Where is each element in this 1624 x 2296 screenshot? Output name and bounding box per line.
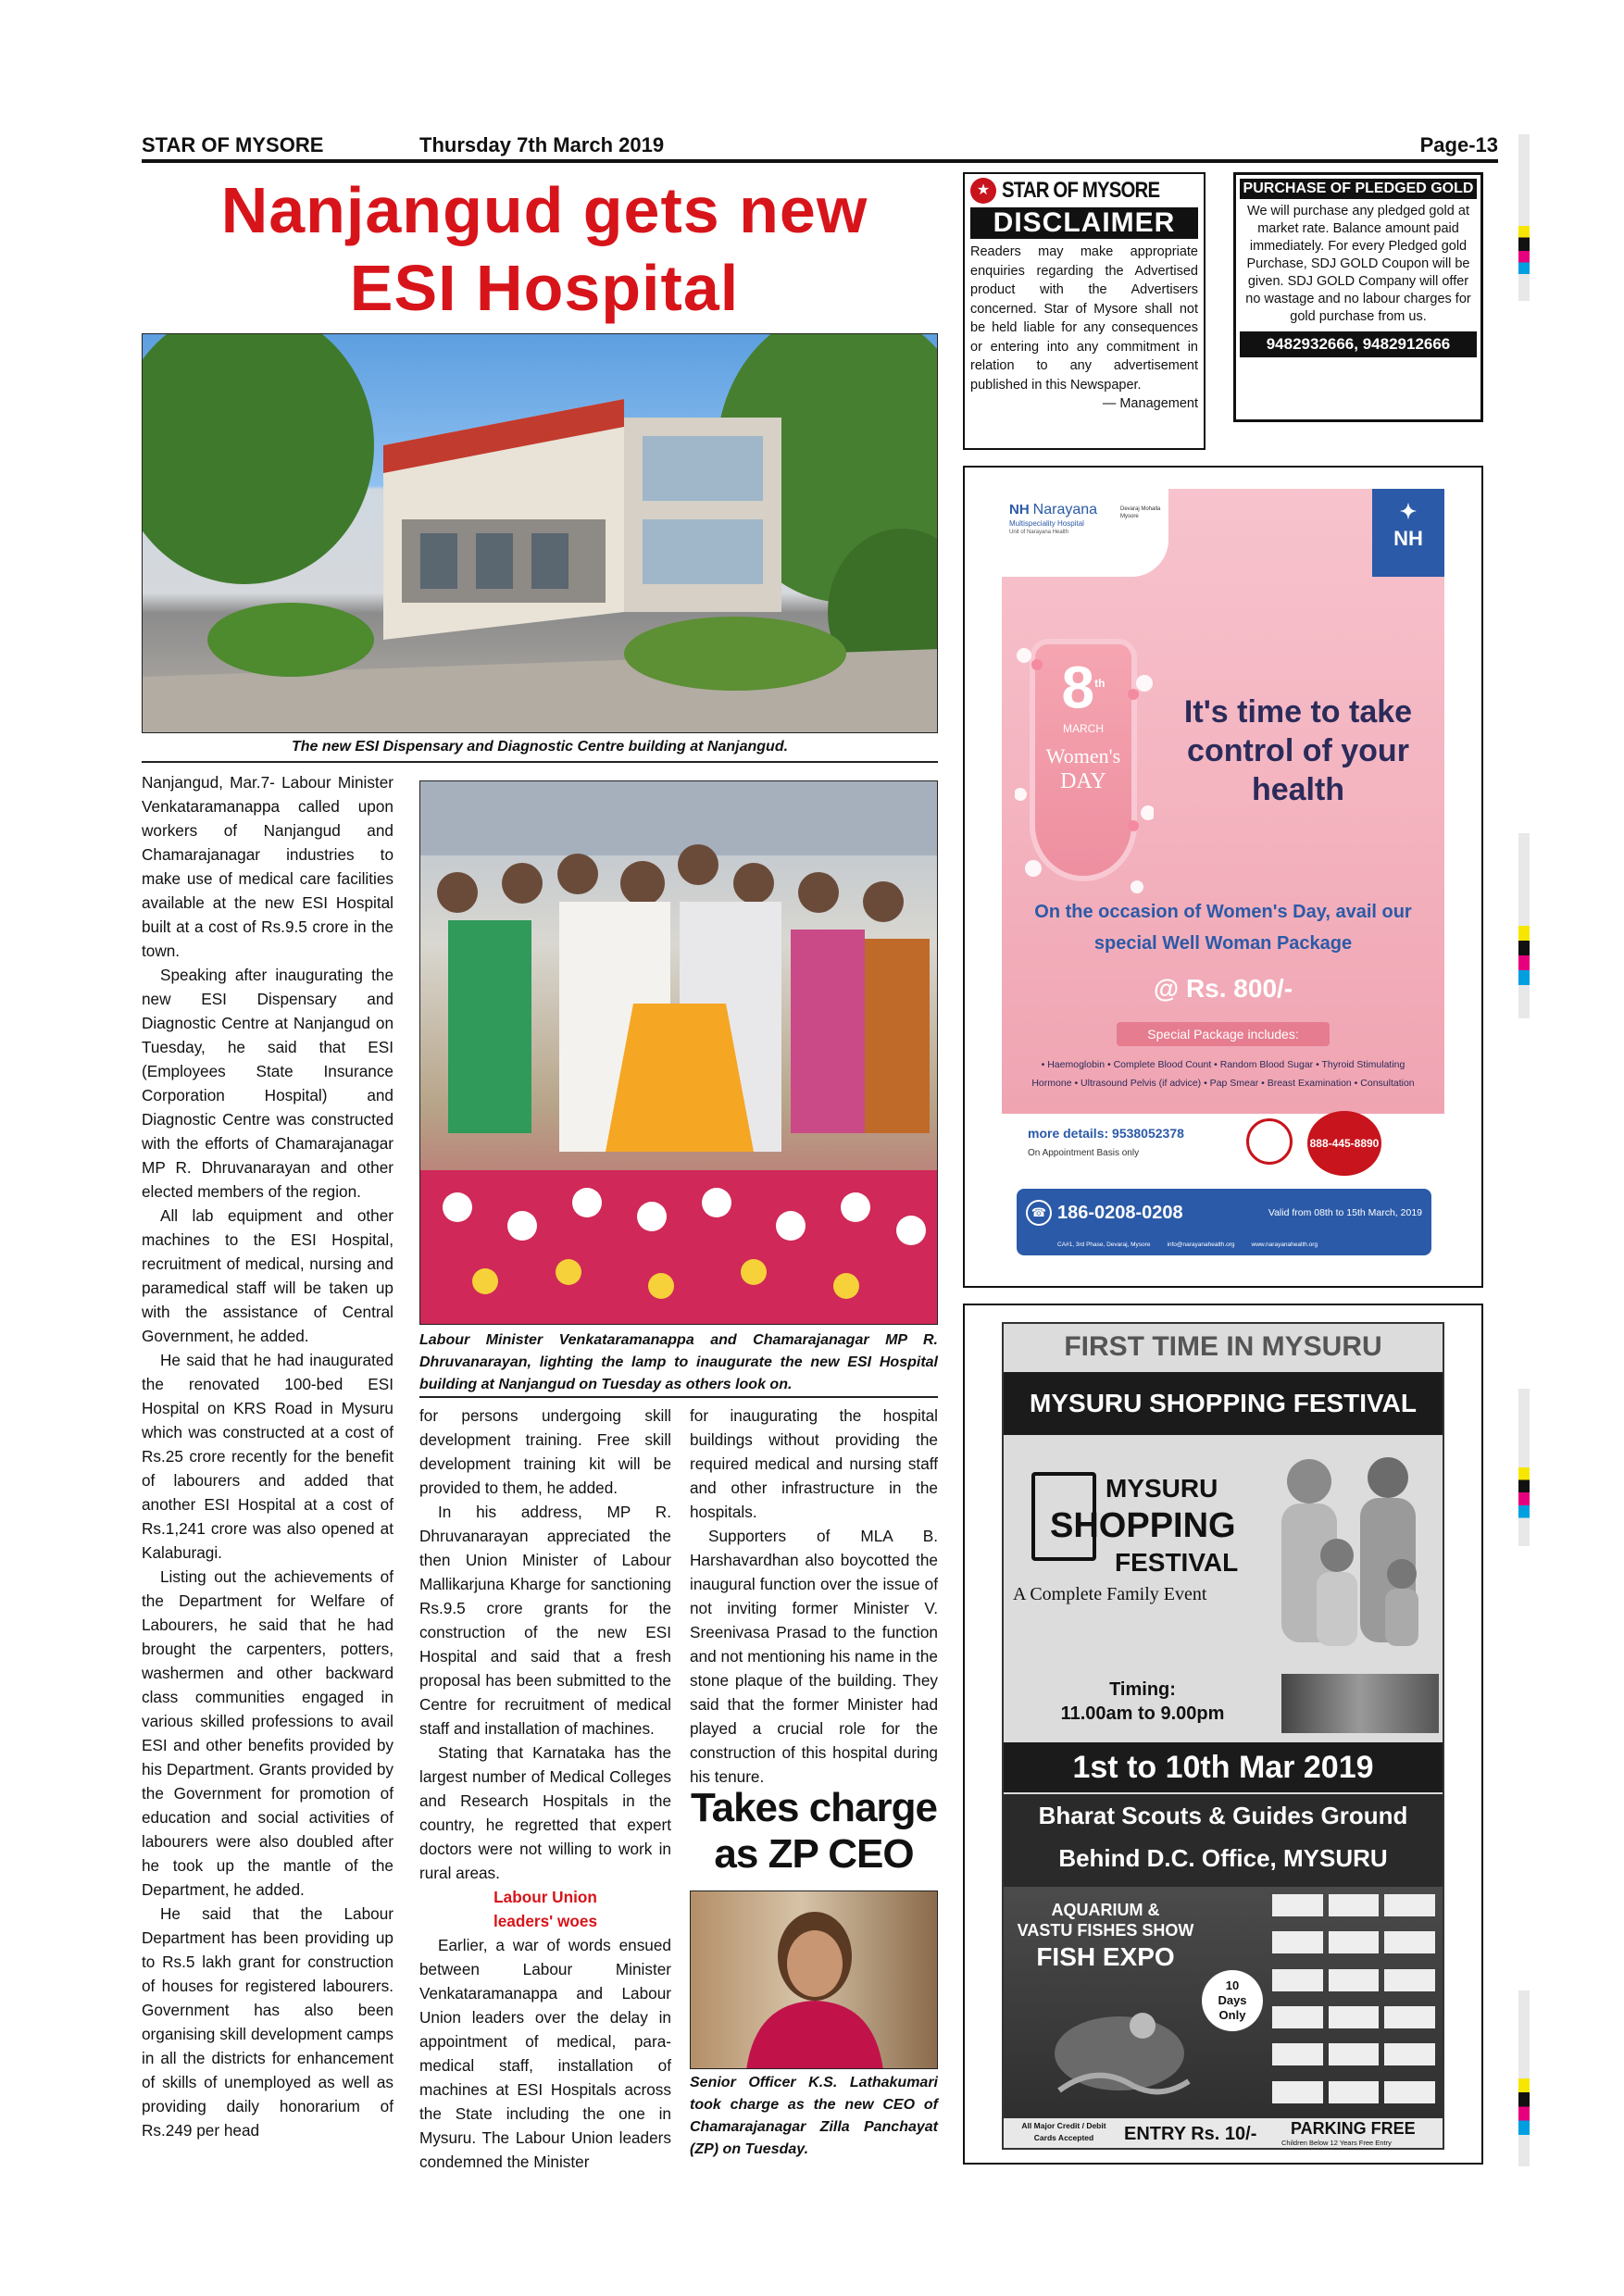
- registration-bar-lower: [1518, 1389, 1530, 1546]
- disclaimer-logo-row: [970, 178, 1198, 204]
- venue-line2: Behind D.C. Office, MYSURU: [1058, 1844, 1388, 1872]
- logo-line3: FESTIVAL: [1115, 1548, 1239, 1577]
- sponsor-logos: [1272, 1894, 1435, 2113]
- logo-line2: [1050, 1505, 1236, 1546]
- days-word: Days: [1218, 1993, 1247, 2007]
- paragraph: Earlier, a war of words ensued between Labour Minister Venkataramanappa and Labour Union leaders over the delay in appointment of medical, para-medical staff, installation of machines at ESI Hospitals across the State including the one in Mysuru. The Labour Union leaders condemned the Minister: [419, 1936, 671, 2171]
- masthead-rule: [142, 159, 1498, 163]
- lamp-lighting-illustration: [420, 781, 938, 1325]
- valid-dates: Valid from 08th to 15th March, 2019: [1268, 1207, 1422, 1218]
- cards-note: All Major Credit / Debit Cards Accepted: [1021, 2121, 1106, 2142]
- esi-building-photo: [142, 333, 938, 733]
- month-label: MARCH: [1063, 722, 1104, 736]
- lead-headline-line1: Nanjangud gets new: [220, 174, 868, 246]
- more-details: more details: 9538052378: [1028, 1126, 1184, 1141]
- lead-headline-line2: ESI Hospital: [349, 252, 740, 324]
- zp-ceo-headline: [690, 1785, 938, 1878]
- paragraph: Speaking after inaugurating the new ESI Dispensary and Diagnostic Centre at Nanjangud on Tuesday, he said that ESI (Employees State Insurance Corporation Hospital) and Diagnostic Centre was constructed with the efforts of Chamarajanagar MP R. Dhruvanarayan and other elected members of the region.: [142, 966, 394, 1201]
- day-line2: DAY: [1060, 769, 1106, 794]
- logo-line2-text: SHOPPING: [1050, 1506, 1236, 1545]
- aquarium-text: [1013, 1900, 1198, 1974]
- offer-text: [1002, 896, 1444, 959]
- story-column-3: [690, 1404, 938, 1789]
- caption-rule: [142, 761, 938, 763]
- narayana-ad-top: [1002, 489, 1444, 1114]
- disclaimer-title: DISCLAIMER: [970, 207, 1198, 239]
- festival-dates: 1st to 10th Mar 2019: [1004, 1742, 1443, 1792]
- sponsor-logo: [1329, 2043, 1380, 2065]
- package-items-line2: Hormone • Ultrasound Pelvis (if advice) • Pap Smear • Breast Examination • Consultation: [1031, 1078, 1415, 1089]
- fish-expo-panel: [1004, 1887, 1443, 2118]
- star-emblem-icon: ★: [970, 178, 996, 204]
- venue-line1: Bharat Scouts & Guides Ground: [1038, 1802, 1408, 1829]
- zp-headline-line2: as ZP CEO: [714, 1831, 914, 1877]
- family-photo: [1263, 1444, 1439, 1648]
- sponsor-logo: [1272, 2081, 1323, 2103]
- paragraph: Stating that Karnataka has the largest number of Medical Colleges and Research Hospitals in the country, he regretted that expert doctors were not willing to work in rural areas.: [419, 1743, 671, 1882]
- entry-fee: ENTRY Rs. 10/-: [1124, 2124, 1257, 2144]
- accreditation-badge-icon: [1246, 1118, 1293, 1165]
- masthead: [142, 131, 1498, 163]
- sponsor-logo: [1329, 1894, 1380, 1916]
- subhead: [419, 1885, 671, 1933]
- sponsor-logo: [1329, 2006, 1380, 2028]
- paragraph: for inaugurating the hospital buildings without providing the required medical and nursing staff and other infrastructure in the hospitals.: [690, 1406, 938, 1521]
- ad-footer: [1057, 1241, 1318, 1250]
- offer-line2: special Well Woman Package: [1093, 933, 1353, 954]
- sponsor-logo: [1272, 1969, 1323, 1991]
- disclaimer-logo: STAR OF MYSORE: [1002, 178, 1160, 203]
- lathakumari-photo: [690, 1890, 938, 2069]
- sponsor-logo: [1272, 2043, 1323, 2065]
- paper-name: STAR OF MYSORE: [142, 133, 324, 156]
- sponsor-logo: [1384, 2081, 1435, 2103]
- aquarium-line1: AQUARIUM &: [1051, 1901, 1160, 1919]
- helpline-bar: [1017, 1189, 1431, 1255]
- disclaimer-text: Readers may make appropriate enquiries regarding the Advertised product with the Advertisers concerned. Star of Mysore shall not be held liable for any consequences or entering into any commitment in relation to any advertisement published in this Newspaper.: [970, 244, 1198, 393]
- day-number: 8th: [1061, 654, 1106, 721]
- disclaimer-box: [963, 172, 1206, 450]
- subhead-line1: Labour Union: [493, 1888, 597, 1906]
- lead-headline: [142, 171, 947, 327]
- tagline-line2: control of your: [1187, 733, 1409, 768]
- portrait-illustration: [691, 1891, 938, 2069]
- ad-email: info@narayanahealth.org: [1167, 1242, 1235, 1248]
- aquarium-line2: VASTU FISHES SHOW: [1017, 1921, 1194, 1940]
- lamp-photo-caption: Labour Minister Venkataramanappa and Chamarajanagar MP R. Dhruvanarayan, lighting the lamp to inaugurate the new ESI Hospital building at Nanjangud on Tuesday as others look on.: [419, 1332, 938, 1392]
- star-icon: ✦: [1399, 500, 1418, 523]
- zp-photo-caption: Senior Officer K.S. Lathakumari took charge as the new CEO of Chamarajanagar Zilla Panchayat (ZP) on Tuesday.: [690, 2075, 938, 2157]
- timing-label: Timing:: [1109, 1679, 1176, 1700]
- issue-date: Thursday 7th March 2019: [419, 133, 665, 156]
- gold-ad-phones: 9482932666, 9482912666: [1240, 331, 1477, 357]
- paragraph: Supporters of MLA B. Harshavardhan also boycotted the inaugural function over the issue of not inviting former Minister V. Sreenivasa Prasad to the function and not mentioning his name in the stone plaque of the building. They said that the former Minister had played a crucial role for the construction of this hospital during his tenure.: [690, 1527, 938, 1786]
- festival-footer: [1004, 2118, 1443, 2150]
- children-note: Children Below 12 Years Free Entry: [1281, 2139, 1392, 2147]
- helpline-number: 186-0208-0208: [1057, 1203, 1183, 1223]
- day-line1: Women's: [1045, 744, 1121, 768]
- paragraph: Nanjangud, Mar.7- Labour Minister Venkataramanappa called upon workers of Nanjangud and Chamarajanagar industries to make use of medical care facilities available at the new ESI Hospital built at a cost of Rs.9.5 crore in the town.: [142, 773, 394, 960]
- nh-logo-badge: [1372, 489, 1444, 577]
- phone-icon: ☎: [1026, 1200, 1052, 1226]
- story-column-2: [419, 1404, 671, 2174]
- mall-photo: [1281, 1674, 1439, 1733]
- sponsor-logo: [1329, 2081, 1380, 2103]
- emergency-badge: [1307, 1111, 1381, 1176]
- sponsor-logo: [1384, 1969, 1435, 1991]
- registration-bar-top: [1518, 134, 1530, 301]
- disclaimer-signoff: — Management: [1102, 396, 1198, 411]
- sponsor-logo: [1272, 1931, 1323, 1953]
- festival-ad: [1002, 1322, 1444, 2150]
- sponsor-logo: [1384, 2006, 1435, 2028]
- sponsor-logo: [1329, 1931, 1380, 1953]
- timing-hours: 11.00am to 9.00pm: [1060, 1703, 1225, 1724]
- mermaid-illustration: [1041, 1998, 1198, 2109]
- ad-web: www.narayanahealth.org: [1251, 1242, 1318, 1248]
- family-event: A Complete Family Event: [1013, 1584, 1207, 1604]
- health-tagline: [1159, 693, 1437, 809]
- brand-name: Narayana: [1032, 502, 1098, 518]
- timing-block: [1004, 1678, 1281, 1726]
- tagline-line3: health: [1251, 772, 1345, 807]
- package-items-line1: • Haemoglobin • Complete Blood Count • Random Blood Sugar • Thyroid Stimulating: [1041, 1059, 1405, 1070]
- logo-line1: MYSURU: [1106, 1474, 1218, 1503]
- tagline-line1: It's time to take: [1183, 694, 1413, 730]
- building-illustration: [143, 334, 938, 733]
- package-items: [1002, 1055, 1444, 1092]
- gold-ad-title: PURCHASE OF PLEDGED GOLD: [1240, 179, 1477, 199]
- brand-unit: Unit of Narayana Health: [1009, 530, 1069, 535]
- brand-location: Devaraj Mohalla Mysore: [1120, 506, 1161, 519]
- nh-badge-text: NH: [1393, 527, 1423, 550]
- page-number: Page-13: [1419, 133, 1498, 156]
- paragraph: All lab equipment and other machines to the ESI Hospital, recruitment of medical, nursing and paramedical staff will be taken up with the assistance of Central Government, he added.: [142, 1206, 394, 1345]
- festival-top-line: FIRST TIME IN MYSURU: [1064, 1331, 1382, 1362]
- paragraph: He said that he had inaugurated the renovated 100-bed ESI Hospital on KRS Road in Mysuru which was constructed at a cost of Rs.25 crore recently for the benefit of labourers and added that another ESI Hospital at a cost of Rs.1,241 crore was also opened at Kalaburagi.: [142, 1351, 394, 1562]
- package-label: Special Package includes:: [1117, 1022, 1330, 1046]
- inset-caption-rule: [419, 1396, 938, 1398]
- womens-day-badge: [1035, 644, 1131, 876]
- paragraph: Listing out the achievements of the Department for Welfare of Labourers, he said that he had brought the carpenters, potters, washermen and other backward class communities engaged in various skilled professions to avail ESI and other benefits provided by his Department. Grants provided by the Government for promotion of education and social activities of labourers were also doubled after he took up the mantle of the Department, he added.: [142, 1567, 394, 1899]
- appointment-note: On Appointment Basis only: [1028, 1148, 1140, 1158]
- sponsor-logo: [1272, 2006, 1323, 2028]
- festival-venue: [1004, 1794, 1443, 1887]
- parking-free: PARKING FREE: [1291, 2119, 1416, 2138]
- subhead-line2: leaders' woes: [493, 1912, 598, 1930]
- package-price: @ Rs. 800/-: [1153, 974, 1293, 1003]
- gold-ad-text: We will purchase any pledged gold at market rate. Balance amount paid immediately. For every Pledged gold Purchase, SDJ GOLD Coupon will be given. SDJ GOLD Company will offer no wastage and no labour charges for gold purchase from us.: [1245, 204, 1471, 324]
- days-number: 10: [1225, 1978, 1240, 1992]
- paragraph: In his address, MP R. Dhruvanarayan appreciated the then Union Minister of Labour Mallikarjuna Kharge for sanctioning Rs.9.5 crore grants for the construction of the new ESI Hospital and said that a fresh proposal has been submitted to the Centre for recruitment of medical staff and installation of machines.: [419, 1503, 671, 1738]
- nh-mark: NH: [1009, 502, 1030, 518]
- fish-expo-title: FISH EXPO: [1036, 1942, 1175, 1971]
- sponsor-logo: [1272, 1894, 1323, 1916]
- paragraph: He said that the Labour Department has been providing up to Rs.5 lakh grant for construction of houses for registered labourers. Government has also been organising skill development camps in all the districts for enhancement of skills of unemployed as well as providing daily honorarium of Rs.249 per head: [142, 1904, 394, 2140]
- brand-sub: Multispeciality Hospital: [1009, 519, 1084, 528]
- esi-photo-caption: The new ESI Dispensary and Diagnostic Centre building at Nanjangud.: [291, 739, 789, 755]
- festival-logo: [1013, 1463, 1254, 1611]
- zp-headline-line1: Takes charge: [690, 1785, 937, 1830]
- emergency-number: 888-445-8890: [1309, 1137, 1380, 1150]
- days-only-badge: [1202, 1970, 1263, 2031]
- pledged-gold-ad: [1233, 172, 1483, 422]
- lamp-lighting-photo: [419, 780, 938, 1325]
- sponsor-logo: [1329, 1969, 1380, 1991]
- sponsor-logo: [1384, 2043, 1435, 2065]
- days-only: Only: [1218, 2008, 1246, 2022]
- story-column-1: [142, 770, 394, 2142]
- narayana-ad: [1002, 489, 1444, 1267]
- offer-line1: On the occasion of Women's Day, avail our: [1034, 902, 1412, 922]
- registration-bar-bottom: [1518, 1990, 1530, 2166]
- sponsor-logo: [1384, 1931, 1435, 1953]
- paragraph: for persons undergoing skill development training. Free skill development training kit will be provided to them, he added.: [419, 1406, 671, 1497]
- brand-card: [1002, 489, 1168, 577]
- festival-banner: MYSURU SHOPPING FESTIVAL: [1004, 1372, 1443, 1435]
- ad-address: CA#1, 3rd Phase, Devaraj, Mysore: [1057, 1242, 1151, 1248]
- registration-bar-mid: [1518, 833, 1530, 1018]
- sponsor-logo: [1384, 1894, 1435, 1916]
